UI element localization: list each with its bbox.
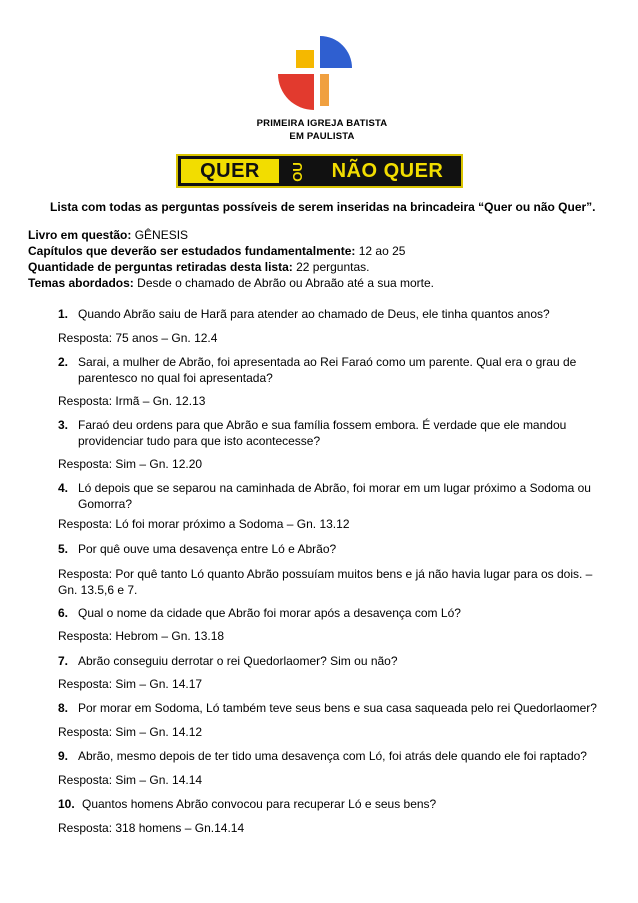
question-1	[58, 306, 598, 322]
church-name-line1: PRIMEIRA IGREJA BATISTA	[256, 118, 388, 129]
question-number: 5.	[58, 542, 69, 556]
meta-block	[28, 227, 628, 291]
question-text: Quando Abrão saiu de Harã para atender ao chamado de Deus, ele tinha quantos anos?	[78, 307, 550, 321]
meta-quantidade	[28, 259, 628, 275]
question-text: Quantos homens Abrão convocou para recuperar Ló e seus bens?	[82, 797, 437, 811]
meta-capitulos-value: 12 ao 25	[355, 244, 406, 258]
meta-livro-value: GÊNESIS	[131, 228, 189, 242]
question-number: 7.	[58, 654, 69, 668]
answer-8: Resposta: Sim – Gn. 14.12	[58, 725, 203, 739]
meta-temas	[28, 275, 628, 291]
banner-quer: QUER	[181, 159, 279, 183]
answer-2: Resposta: Irmã – Gn. 12.13	[58, 394, 206, 408]
answer-7: Resposta: Sim – Gn. 14.17	[58, 677, 203, 691]
answer-1: Resposta: 75 anos – Gn. 12.4	[58, 331, 218, 345]
meta-livro-label: Livro em questão:	[28, 228, 132, 242]
meta-livro	[28, 227, 628, 243]
meta-temas-value: Desde o chamado de Abrão ou Abraão até a sua morte.	[133, 276, 435, 290]
church-name	[225, 117, 419, 143]
intro-text: Lista com todas as perguntas possíveis de serem inseridas na brincadeira “Quer ou não Quer”.	[50, 200, 596, 214]
answer-10: Resposta: 318 homens – Gn.14.14	[58, 821, 245, 835]
church-logo-icon	[276, 36, 358, 110]
meta-temas-label: Temas abordados:	[28, 276, 134, 290]
question-text: Qual o nome da cidade que Abrão foi morar após a desavença com Ló?	[78, 606, 461, 620]
question-number: 10.	[58, 797, 75, 811]
answer-5: Resposta: Por quê tanto Ló quanto Abrão possuíam muitos bens e já não havia lugar para os dois. – Gn. 13.5,6 e 7.	[58, 567, 593, 597]
question-number: 9.	[58, 749, 69, 763]
answer-9: Resposta: Sim – Gn. 14.14	[58, 773, 203, 787]
question-number: 6.	[58, 606, 69, 620]
answer-4: Resposta: Ló foi morar próximo a Sodoma – Gn. 13.12	[58, 517, 350, 531]
meta-capitulos	[28, 243, 628, 259]
question-10	[58, 796, 598, 812]
question-text: Abrão, mesmo depois de ter tido uma desavença com Ló, foi atrás dele quando ele foi raptado?	[78, 749, 587, 763]
question-text: Sarai, a mulher de Abrão, foi apresentada ao Rei Faraó como um parente. Qual era o grau de parentesco no qual foi apresentada?	[78, 355, 577, 385]
banner-nao-quer: NÃO QUER	[316, 159, 459, 183]
answer-6: Resposta: Hebrom – Gn. 13.18	[58, 629, 225, 643]
question-number: 3.	[58, 418, 69, 432]
quer-ou-nao-quer-banner	[176, 154, 463, 188]
question-number: 1.	[58, 307, 69, 321]
banner-ou: OU	[290, 162, 305, 182]
meta-capitulos-label: Capítulos que deverão ser estudados fundamentalmente:	[28, 244, 356, 258]
question-text: Abrão conseguiu derrotar o rei Quedorlaomer? Sim ou não?	[78, 654, 398, 668]
question-3	[58, 417, 598, 449]
meta-quantidade-value: 22 perguntas.	[292, 260, 370, 274]
question-text: Por morar em Sodoma, Ló também teve seus bens e sua casa saqueada pelo rei Quedorlaomer?	[78, 701, 597, 715]
question-text: Ló depois que se separou na caminhada de Abrão, foi morar em um lugar próximo a Sodoma ou Gomorra?	[78, 481, 591, 511]
answer-3: Resposta: Sim – Gn. 12.20	[58, 457, 203, 471]
question-8	[58, 700, 598, 716]
question-number: 8.	[58, 701, 69, 715]
question-number: 4.	[58, 481, 69, 495]
question-4	[58, 480, 598, 512]
question-text: Por quê ouve uma desavença entre Ló e Abrão?	[78, 542, 337, 556]
church-name-line2: EM PAULISTA	[289, 131, 355, 142]
question-6	[58, 605, 598, 621]
church-logo	[276, 36, 358, 110]
question-number: 2.	[58, 355, 69, 369]
question-2	[58, 354, 598, 386]
question-9	[58, 748, 598, 764]
question-5	[58, 541, 598, 557]
question-7	[58, 653, 598, 669]
meta-quantidade-label: Quantidade de perguntas retiradas desta lista:	[28, 260, 293, 274]
question-text: Faraó deu ordens para que Abrão e sua família fossem embora. É verdade que ele mandou providenciar tudo para que isto acontecesse?	[78, 418, 567, 448]
